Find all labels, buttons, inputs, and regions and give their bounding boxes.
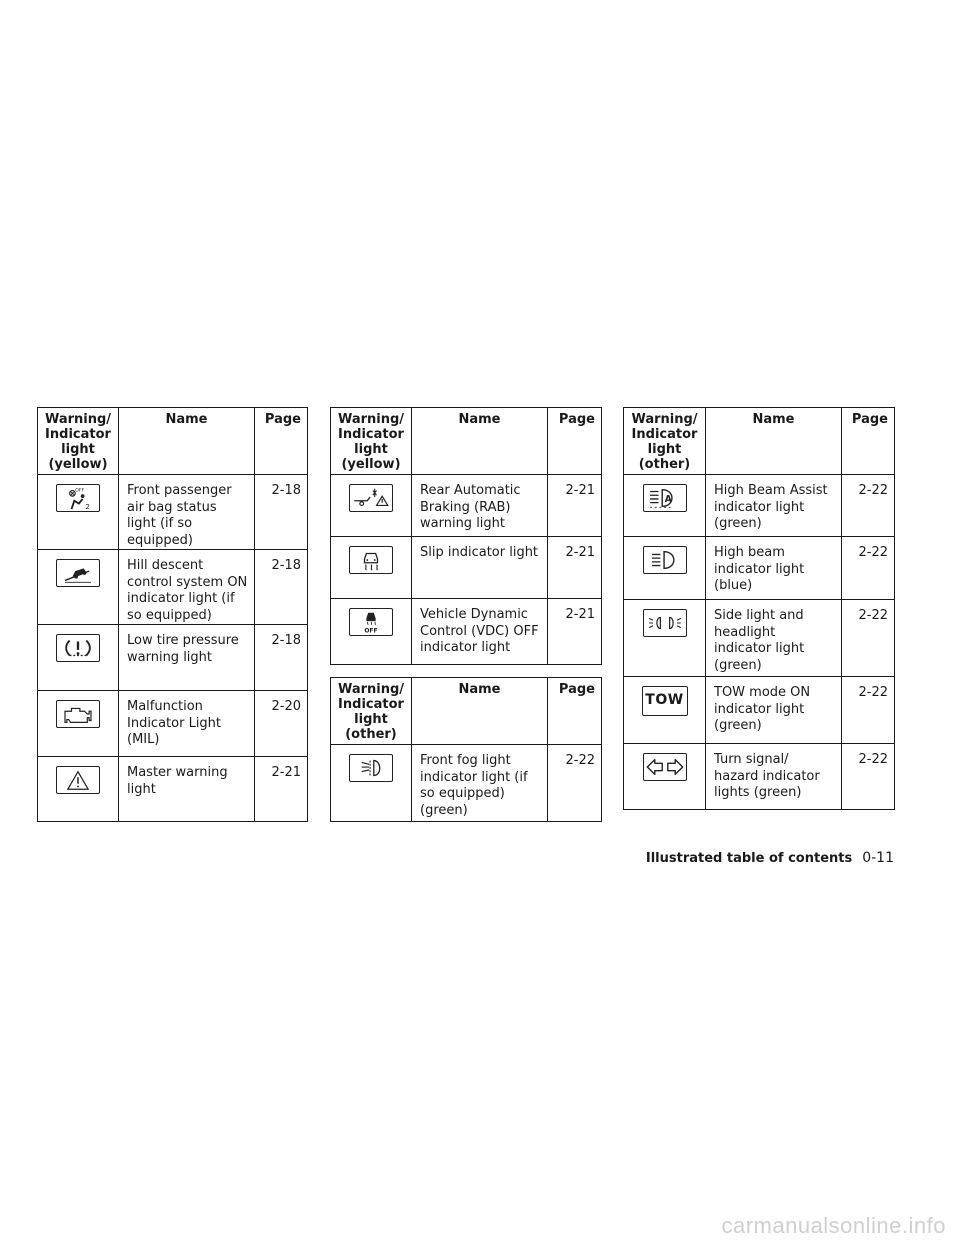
table-row xyxy=(38,475,308,550)
svg-text:OFF: OFF xyxy=(75,488,85,494)
table-row xyxy=(38,625,308,691)
row-name: Front fog light indicator light (if so equipped) (green) xyxy=(412,745,548,822)
row-name: High Beam Assist indicator light (green) xyxy=(706,475,842,537)
high-beam-icon xyxy=(643,546,687,574)
row-name: Master warning light xyxy=(119,757,255,822)
row-name: Rear Automatic Braking (RAB) warning light xyxy=(412,475,548,537)
warning-table-other-2 xyxy=(623,407,895,810)
table-row xyxy=(624,475,895,537)
rear-braking-icon xyxy=(349,484,393,512)
row-page: 2-18 xyxy=(255,475,308,550)
table-row xyxy=(331,475,602,537)
table-row xyxy=(38,757,308,822)
row-page: 2-22 xyxy=(842,537,895,600)
header-page: Page xyxy=(548,408,602,475)
warning-table-yellow-1 xyxy=(37,407,308,822)
row-name: TOW mode ON indicator light (green) xyxy=(706,677,842,744)
tire-pressure-icon xyxy=(56,634,100,662)
row-name: Low tire pressure warning light xyxy=(119,625,255,691)
row-page: 2-22 xyxy=(842,744,895,810)
row-page: 2-18 xyxy=(255,625,308,691)
watermark: carmanualsonline.info xyxy=(721,1213,946,1238)
header-name: Name xyxy=(119,408,255,475)
table-row xyxy=(331,537,602,599)
row-page: 2-22 xyxy=(842,600,895,677)
header-name: Name xyxy=(412,678,548,745)
engine-icon xyxy=(56,700,100,728)
table-row xyxy=(331,745,602,822)
front-fog-icon xyxy=(349,754,393,782)
row-page: 2-21 xyxy=(255,757,308,822)
table-row xyxy=(38,691,308,757)
vdc-off-label: OFF xyxy=(364,627,378,635)
master-warning-icon xyxy=(56,766,100,794)
row-name: Side light and headlight indicator light (green) xyxy=(706,600,842,677)
row-name: Hill descent control system ON indicator light (if so equipped) xyxy=(119,550,255,625)
header-name: Name xyxy=(412,408,548,475)
section-title: Illustrated table of contents xyxy=(645,851,853,866)
page-number: 0-11 xyxy=(862,850,894,866)
row-page: 2-22 xyxy=(548,745,602,822)
row-page: 2-21 xyxy=(548,599,602,665)
table-row xyxy=(624,537,895,600)
row-page: 2-22 xyxy=(842,677,895,744)
row-page: 2-22 xyxy=(842,475,895,537)
turn-signal-icon xyxy=(643,753,687,781)
table-row xyxy=(38,550,308,625)
slip-icon xyxy=(349,546,393,574)
row-page: 2-21 xyxy=(548,475,602,537)
page-footer xyxy=(646,850,894,866)
row-name: Malfunction Indicator Light (MIL) xyxy=(119,691,255,757)
airbag-off-icon xyxy=(56,484,100,512)
header-warning: Warning/ Indicator light (other) xyxy=(624,408,706,475)
side-light-icon xyxy=(643,609,687,637)
table-row xyxy=(624,600,895,677)
warning-table-other-1 xyxy=(330,677,602,822)
row-page: 2-21 xyxy=(548,537,602,599)
row-name: High beam indicator light (blue) xyxy=(706,537,842,600)
table-row xyxy=(331,599,602,665)
warning-table-yellow-2 xyxy=(330,407,602,665)
row-name: Turn signal/ hazard indicator lights (green) xyxy=(706,744,842,810)
header-warning: Warning/ Indicator light (yellow) xyxy=(331,408,412,475)
row-name: Slip indicator light xyxy=(412,537,548,599)
hill-descent-icon xyxy=(56,559,100,587)
header-name: Name xyxy=(706,408,842,475)
row-page: 2-20 xyxy=(255,691,308,757)
vdc-off-icon xyxy=(349,608,393,636)
high-beam-assist-icon xyxy=(643,484,687,512)
table-row xyxy=(624,744,895,810)
header-page: Page xyxy=(548,678,602,745)
header-page: Page xyxy=(842,408,895,475)
header-page: Page xyxy=(255,408,308,475)
svg-text:2: 2 xyxy=(85,502,91,511)
row-name: Vehicle Dynamic Control (VDC) OFF indicator light xyxy=(412,599,548,665)
header-warning: Warning/ Indicator light (yellow) xyxy=(38,408,119,475)
header-warning: Warning/ Indicator light (other) xyxy=(331,678,412,745)
table-row xyxy=(624,677,895,744)
tow-mode-icon: TOW xyxy=(642,686,688,716)
row-page: 2-18 xyxy=(255,550,308,625)
row-name: Front passenger air bag status light (if so equipped) xyxy=(119,475,255,550)
assist-letter: A xyxy=(664,494,672,506)
